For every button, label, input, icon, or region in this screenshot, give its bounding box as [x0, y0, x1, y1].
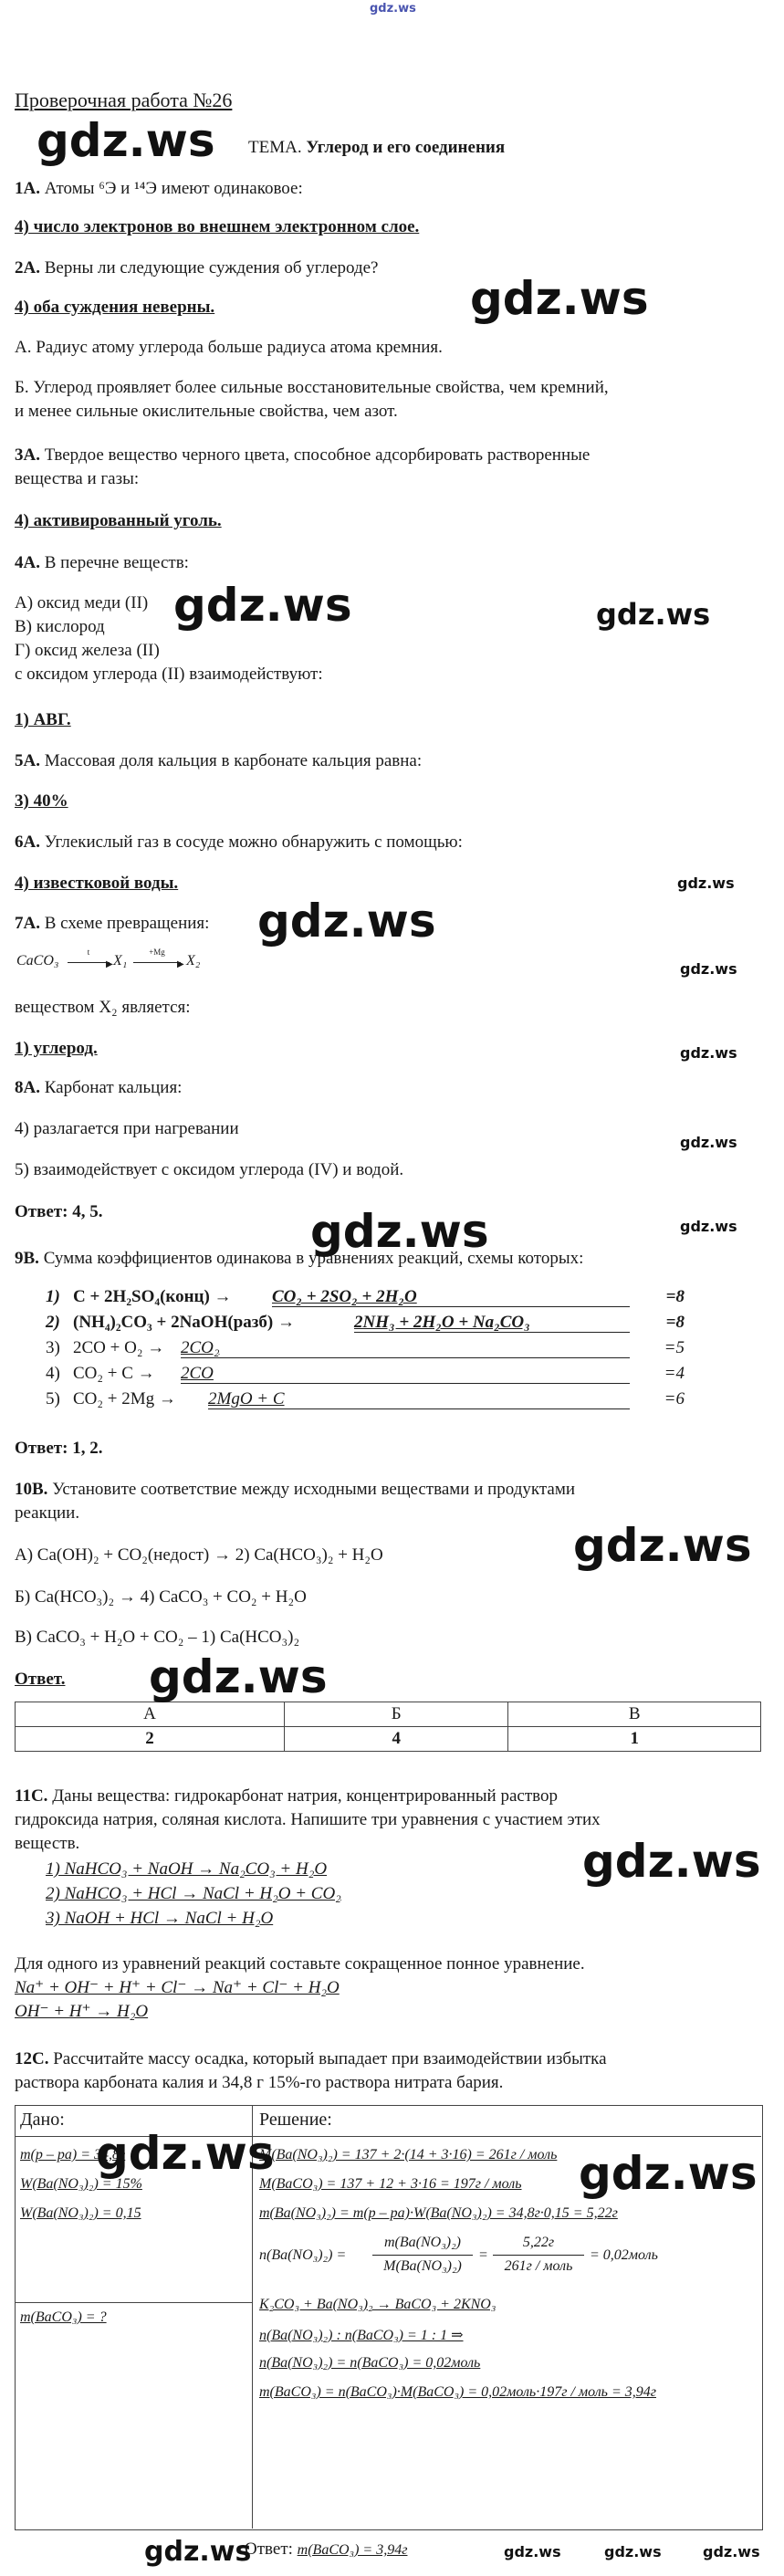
q9-eq-right: CO₂ + 2SO₂ + 2H₂O — [272, 1287, 417, 1306]
q11-equation: 1) NaHCO₃ + NaOH → Na₂CO₃ + H₂O — [46, 1859, 328, 1879]
watermark-small: gdz.ws — [680, 1044, 737, 1062]
q11-text-3: веществ. — [15, 1834, 80, 1853]
q12-divider-find — [15, 2302, 252, 2303]
q9-eq-underline — [208, 1408, 630, 1409]
q9-equation-row — [46, 1364, 685, 1387]
q6-question: Углекислый газ в сосуде можно обнаружить с помощью: — [44, 832, 463, 852]
q4-question: В перечне веществ: — [44, 553, 189, 572]
q12-frac-num1: m(Ba(NO₃)₂) — [384, 2235, 461, 2250]
q12-number: 12С. — [15, 2049, 49, 2068]
q9-eq-number: 5) — [46, 1389, 60, 1408]
q12-question: Рассчитайте массу осадка, который выпадает при взаимодействии избытка — [53, 2049, 607, 2068]
q4-option-b: В) кислород — [15, 617, 105, 636]
q12-frac-bar1 — [372, 2255, 473, 2256]
q12-answer-value: m(BaCO₃) = 3,94г — [297, 2542, 408, 2558]
q11-ionic-intro: Для одного из уравнений реакций составьте сокращенное понное уравнение. — [15, 1954, 585, 1974]
watermark: gdz.ws — [37, 114, 215, 167]
q9-equation-row — [46, 1287, 685, 1311]
q3-answer: 4) активированный уголь. — [15, 511, 222, 530]
q9-equation-row — [46, 1313, 685, 1336]
watermark-small: gdz.ws — [677, 874, 735, 892]
q11-text-2: гидроксида натрия, соляная кислота. Напишите три уравнения с участием этих — [15, 1810, 601, 1829]
q4-option-a: А) оксид меди (II) — [15, 593, 149, 613]
q9-answer: Ответ: 1, 2. — [15, 1439, 103, 1458]
q3-text-2: вещества и газы: — [15, 469, 140, 488]
q5-answer: 3) 40% — [15, 791, 68, 811]
watermark: gdz.ws — [470, 272, 649, 325]
q9-equation-row — [46, 1389, 685, 1413]
q3-question: Твердое вещество черного цвета, способное адсорбировать растворенные — [44, 445, 591, 465]
q11-ionic-short: OH⁻ + H⁺ → H₂O — [15, 2002, 149, 2021]
q12-frac-result: = 0,02моль — [590, 2247, 658, 2263]
page-title-text: Проверочная работа №26 — [15, 89, 233, 111]
q7-arrow2-head: ▶ — [177, 959, 184, 969]
q10-question: Установите соответствие между исходными веществами и продуктами — [52, 1480, 576, 1499]
q12-frac-eq: = — [478, 2247, 488, 2263]
q12-frac-den1: M(Ba(NO₃)₂) — [383, 2258, 462, 2274]
q9-eq-left: 2CO + O₂ → — [73, 1338, 165, 1357]
q1-answer: 4) число электронов во внешнем электронном слое. — [15, 217, 420, 236]
q9-number: 9В. — [15, 1249, 39, 1268]
q12-text-2: раствора карбоната калия и 34,8 г 15%-го раствора нитрата бария. — [15, 2073, 504, 2092]
q10-text-1 — [15, 1477, 769, 1502]
q12-frac-bar2 — [493, 2255, 584, 2256]
q2-answer: 4) оба суждения неверны. — [15, 298, 215, 317]
q12-frac-den2: 261г / моль — [504, 2258, 573, 2274]
q2-statement-a: А. Радиус атому углерода больше радиуса атома кремния. — [15, 338, 443, 357]
q11-equation: 3) NaOH + HCl → NaCl + H₂O — [46, 1909, 274, 1928]
q3-number: 3А. — [15, 445, 40, 465]
q9-eq-right: 2CO₂ — [181, 1338, 220, 1357]
q7-arrow2 — [133, 962, 181, 963]
q7-scheme-x2: X₂ — [186, 953, 201, 969]
watermark: gdz.ws — [596, 597, 711, 632]
q9-eq-right: 2NH₃ + 2H₂O + Na₂CO₃ — [354, 1313, 530, 1332]
q10-table-value: 1 — [508, 1727, 761, 1752]
watermark-small: gdz.ws — [680, 1218, 737, 1235]
q12-find: m(BaCO₃) = ? — [20, 2309, 107, 2325]
q10-answer-label: Ответ. — [15, 1670, 66, 1689]
q12-solution-label: Решение: — [259, 2110, 332, 2130]
watermark-top: gdz.ws — [370, 2, 416, 16]
q8-number: 8А. — [15, 1078, 40, 1097]
q10-answer-table — [15, 1702, 761, 1752]
q9-eq-number: 3) — [46, 1338, 60, 1357]
q9-eq-underline — [272, 1306, 630, 1307]
watermark: gdz.ws — [310, 1205, 489, 1258]
q11-ionic-full: Na⁺ + OH⁻ + H⁺ + Cl⁻ → Na⁺ + Cl⁻ + H₂O — [15, 1978, 340, 1997]
watermark: gdz.ws — [96, 2127, 275, 2180]
q9-eq-left: CO₂ + 2Mg → — [73, 1389, 176, 1408]
q7-answer: 1) углерод. — [15, 1039, 98, 1058]
q9-eq-number: 1) — [46, 1287, 60, 1306]
q9-eq-sum: =6 — [664, 1389, 685, 1408]
q1-text — [15, 176, 769, 201]
topic-prefix: ТЕМА. — [248, 138, 302, 157]
watermark: gdz.ws — [582, 1835, 761, 1888]
watermark-small: gdz.ws — [680, 960, 737, 978]
watermark-small: gdz.ws — [504, 2543, 561, 2560]
watermark: gdz.ws — [149, 1650, 328, 1703]
q9-eq-left: CO₂ + C → — [73, 1364, 155, 1383]
q9-eq-sum: =4 — [664, 1364, 685, 1383]
q12-solution-line: n(Ba(NO₃)₂) = n(BaCO₃) = 0,02моль — [259, 2355, 481, 2371]
q12-fraction-line — [259, 2233, 752, 2284]
q5-number: 5А. — [15, 751, 40, 770]
q3-text-1 — [15, 443, 769, 467]
q10-table-value: 4 — [285, 1727, 508, 1752]
q9-eq-number: 2) — [46, 1313, 60, 1332]
q12-given-item: W(Ba(NO₃)₂) = 0,15 — [20, 2205, 141, 2221]
q4-number: 4А. — [15, 553, 40, 572]
q12-solution-line: m(Ba(NO₃)₂) = m(p – pa)·W(Ba(NO₃)₂) = 34,8г·0,15 = 5,22г — [259, 2205, 618, 2221]
q10-pair-c: В) CaCO₃ + H₂O + CO₂ – 1) Ca(HCO₃)₂ — [15, 1628, 300, 1647]
q1-number: 1А. — [15, 179, 40, 198]
q10-table-value-row — [16, 1727, 761, 1752]
q7-scheme-x1: X₁ — [113, 953, 128, 969]
q12-solution-line: M(BaCO₃) = 137 + 12 + 3·16 = 197г / моль — [259, 2176, 522, 2192]
q10-table-header: Б — [285, 1702, 508, 1727]
q2-text — [15, 256, 769, 280]
q9-question: Сумма коэффициентов одинакова в уравнениях реакций, схемы которых: — [43, 1249, 584, 1268]
q12-given-label: Дано: — [20, 2110, 65, 2130]
watermark: gdz.ws — [257, 895, 436, 948]
q4-tail: с оксидом углерода (II) взаимодействуют: — [15, 665, 323, 684]
q7-scheme — [16, 948, 290, 975]
q2-question: Верны ли следующие суждения об углероде? — [44, 258, 379, 277]
q12-solution-line: n(Ba(NO₃)₂) : n(BaCO₃) = 1 : 1 ⇒ — [259, 2328, 464, 2343]
q12-frac-num2: 5,22г — [522, 2235, 555, 2250]
q12-frac-lhs: n(Ba(NO₃)₂) = — [259, 2247, 347, 2263]
q11-equation: 2) NaHCO₃ + HCl → NaCl + H₂O + CO₂ — [46, 1884, 341, 1903]
q12-solution-line: K₂CO₃ + Ba(NO₃)₂ → BaCO₃ + 2KNO₃ — [259, 2297, 497, 2312]
q8-text — [15, 1075, 769, 1100]
q4-option-c: Г) оксид железа (II) — [15, 641, 160, 660]
q7-tail: веществом X₂ является: — [15, 998, 191, 1017]
q5-question: Массовая доля кальция в карбонате кальция равна: — [44, 751, 423, 770]
q6-text — [15, 830, 769, 854]
q2-number: 2А. — [15, 258, 40, 277]
watermark: gdz.ws — [579, 2147, 758, 2200]
q7-arrow2-label: +Mg — [149, 948, 165, 957]
q12-given-item: m(p – pa) = 34,8г — [20, 2147, 126, 2162]
q7-scheme-start: CaCO₃ — [16, 953, 59, 969]
q9-eq-sum: =8 — [665, 1313, 685, 1332]
q11-text-1 — [15, 1784, 769, 1808]
q11-question: Даны вещества: гидрокарбонат натрия, концентрированный раствор — [52, 1786, 558, 1806]
q12-solution-line: M(Ba(NO₃)₂) = 137 + 2·(14 + 3·16) = 261г / моль — [259, 2147, 558, 2162]
q7-question: В схеме превращения: — [44, 914, 210, 933]
q8-option-5: 5) взаимодействует с оксидом углерода (IV) и водой. — [15, 1160, 404, 1179]
q8-question: Карбонат кальция: — [44, 1078, 183, 1097]
q9-eq-underline — [181, 1357, 630, 1358]
q10-pair-a: А) Ca(OH)₂ + CO₂(недост) → 2) Ca(HCO₃)₂ + H₂O — [15, 1545, 383, 1565]
watermark-small: gdz.ws — [703, 2543, 760, 2560]
q9-eq-sum: =8 — [665, 1287, 685, 1306]
q10-number: 10В. — [15, 1480, 48, 1499]
topic-line — [248, 135, 769, 160]
q4-answer: 1) АВГ. — [15, 710, 71, 729]
q10-text-2: реакции. — [15, 1503, 80, 1523]
q10-pair-b: Б) Ca(HCO₃)₂ → 4) CaCO₃ + CO₂ + H₂O — [15, 1587, 307, 1607]
q10-table-header: А — [16, 1702, 285, 1727]
q2-statement-b1: Б. Углерод проявляет более сильные восстановительные свойства, чем кремний, — [15, 378, 609, 397]
watermark-small: gdz.ws — [680, 1134, 737, 1151]
page-title — [15, 88, 769, 112]
q8-option-4: 4) разлагается при нагревании — [15, 1119, 239, 1138]
watermark: gdz.ws — [144, 2536, 252, 2568]
q12-solution-line: m(BaCO₃) = n(BaCO₃)·M(BaCO₃) = 0,02моль·197г / моль = 3,94г — [259, 2384, 656, 2400]
watermark: gdz.ws — [173, 579, 352, 632]
q5-text — [15, 749, 769, 773]
q9-eq-left: (NH₄)₂CO₃ + 2NaOH(разб) → — [73, 1313, 295, 1332]
q7-arrow1 — [68, 962, 110, 963]
q12-answer-label: Ответ: — [245, 2539, 293, 2559]
q9-eq-sum: =5 — [664, 1338, 685, 1357]
watermark: gdz.ws — [573, 1519, 752, 1572]
q7-arrow1-label: t — [87, 948, 90, 957]
q6-number: 6А. — [15, 832, 40, 852]
q10-table-header-row — [16, 1702, 761, 1727]
watermark-small: gdz.ws — [604, 2543, 662, 2560]
q12-answer-line — [245, 2539, 407, 2560]
q9-eq-right: 2CO — [181, 1364, 214, 1383]
q4-text — [15, 550, 769, 575]
q10-table-value: 2 — [16, 1727, 285, 1752]
q9-eq-left: C + 2H₂SO₄(конц) → — [73, 1287, 232, 1306]
q8-answer: Ответ: 4, 5. — [15, 1202, 103, 1221]
q9-eq-right: 2MgO + C — [208, 1389, 285, 1408]
q12-given-item: W(Ba(NO₃)₂) = 15% — [20, 2176, 142, 2192]
q7-arrow1-head: ▶ — [106, 959, 113, 969]
q9-equation-row — [46, 1338, 685, 1362]
q6-answer: 4) известковой воды. — [15, 874, 179, 893]
topic-title: Углерод и его соединения — [306, 138, 506, 157]
q1-question: Атомы ⁶Э и ¹⁴Э имеют одинаковое: — [44, 179, 303, 198]
q11-number: 11С. — [15, 1786, 48, 1806]
q9-eq-underline — [354, 1332, 630, 1333]
q9-eq-number: 4) — [46, 1364, 60, 1383]
q2-statement-b2: и менее сильные окислительные свойства, чем азот. — [15, 402, 398, 421]
q7-number: 7А. — [15, 914, 40, 933]
q12-text-1 — [15, 2047, 769, 2071]
q10-table-header: В — [508, 1702, 761, 1727]
q9-eq-underline — [181, 1383, 630, 1384]
